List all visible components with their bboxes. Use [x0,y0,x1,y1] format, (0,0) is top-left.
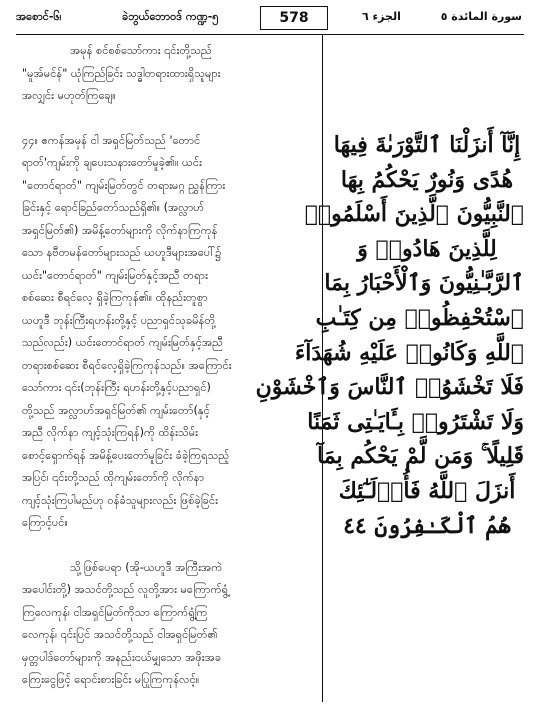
arabic-line: ٱللَّهِ وَكَانُوا۟ عَلَيْهِ شُهَدَآءَ [294,339,524,366]
arabic-line: ٱسْتُحْفِظُوا۟ مِن كِتَـٰبِ [315,304,524,331]
arabic-line: أَنزَلَ ٱللَّهُ فَأُو۟لَـٰٓئِكَ [338,477,516,504]
translation-line: "မူအ်မင်န်" ယုံကြည်ခြင်း သဒ္ဓါတရားထားရှိသူများ [22,66,221,80]
translation-paragraph-2 [22,130,314,535]
arabic-line: قَلِيلًا ۚ وَمَن لَّمْ يَحْكُم بِمَآ [317,443,524,470]
translation-line: အရှင်မြတ်၏) အမိန့်တော်များကို လိုက်နာကြကုန် [22,223,218,237]
arabic-column [255,128,524,543]
arabic-line: لِلَّذِينَ هَادُوا۟ وَ [357,235,497,262]
translation-line: တရားစစ်ဆေး စီရင်လေ့ရှိခဲ့ကြကုန်သည်။ အကြောင်း [22,358,232,372]
translation-line: သို့ဖြစ်ပေရာ (အို-ယဟူဒီ အကြီးအကဲ [70,560,223,574]
translation-line: လေကုန်၊ ၎င်းပြင် အသင်တို့သည် ငါအရှင်မြတ်၏ [22,628,218,641]
translation-line: သော်ကား ၎င်း(ဘုန်းကြီး ရဟန်းတို့နှင့်ပညာရှင်) [22,381,211,394]
translation-line: "တောင်ရာတ်" ကျမ်းမြတ်တွင် တရားမဂ္ဂ ညွှန်ကြား [22,178,226,192]
translation-line: အမုန် စင်စစ်သော်ကား ၎င်းတို့သည် [70,44,212,57]
translation-line: ၄၄။ ဧကန်အမှန် ငါ အရှင်မြတ်သည် 'တောင် [22,133,201,147]
translation-line: အပြင်၊ ၎င်းတို့သည် ထိုကျမ်းတော်ကို လိုက်နာ [22,471,205,484]
header-title-myanmar: ခဲဘွယ်ဘောဝဒ် ကဏ္ဍ-၅ [122,10,219,23]
page-header [16,6,524,32]
translation-paragraph-1 [22,40,314,108]
arabic-line: فَلَا تَخْشَوُا۟ ٱلنَّاسَ وَٱخْشَوْنِ [255,374,524,401]
arabic-line: هُدًى وَنُورٌ يَحْكُمُ بِهَا [340,166,514,193]
translation-line: သည်လည်း) ယင်းတောင်ရာတ် ကျမ်းမြတ်နှင့်အညီ [22,336,224,349]
translation-line: မှတ္တပါဒ်တော်များကို အနည်းငယ်မျှသော အဖိုးအခ [22,650,222,664]
translation-line: ရာတ်'ကျမ်းကို ချပေးသနားတော်မူခဲ့၏။ ယင်း [22,156,202,169]
translation-line: သော နဗီတမန်တော်များသည် ယဟူဒီများအပေါ်၌ [22,246,222,259]
arabic-line: هُمُ ٱلْكَـٰفِرُونَ ٤٤ [343,512,511,539]
arabic-line: وَلَا تَشْتَرُوا۟ بِـَٔايَـٰتِى ثَمَنًا [307,408,524,435]
translation-line: ယဟူဒီ ဘုန်းကြီးရဟန်းတို့နှင့် ပညာရှင်သုခမိန်တို့ [22,313,216,327]
arabic-line: ٱلنَّبِيُّونَ ٱلَّذِينَ أَسْلَمُوا۟ [304,201,524,228]
header-surah: سورة المائدة ٥ [440,10,522,23]
translation-line: ကြေးငွေဖြင့် ရောင်းစားခြင်း မပြုကြကုန်လင့်။ [22,673,200,686]
translation-line: ကြောင့်ပင်။ [22,516,68,529]
header-juz: الجزء ٦ [362,10,401,23]
translation-line: ယင်း"တောင်ရာတ်" ကျမ်းမြတ်နှင့်အညီ တရား [22,268,208,282]
page-number-box: 578 [260,6,328,30]
translation-line: ကျင့်သုံးကြပါမည်ဟု ဝန်ခံသူများလည်း ဖြစ်ခဲ့ခြင်း [22,493,218,507]
translation-line: အလျှင်း မဟုတ်ကြချေ။ [22,89,116,102]
translation-line: စောင့်ရှောက်ရန် အမိန့်ပေးတော်မူခြင်း ခံခဲ့ကြရသည့် [22,448,230,462]
arabic-line: ٱلرَّبَّـٰنِيُّونَ وَٱلْأَحْبَارُ بِمَا [324,270,524,297]
translation-line: အညီ လိုက်နာ ကျင့်သုံးကြရန်)ကို ထိန်းသိမ်း [22,426,199,439]
translation-paragraph-3 [22,557,314,692]
header-chapter-myanmar: အစောင်-၆၊ [16,10,62,23]
translation-line: ကြလေကုန်၊ ငါအရှင်မြတ်ကိုသာ ကြောက်ရွံ့ကြ [22,605,208,619]
arabic-line: إِنَّآ أَنزَلْنَا ٱلتَّوْرَىٰةَ فِيهَا [333,132,521,158]
translation-line: ခြင်းနှင့် ရောင်ခြည်တော်သည်ရှိ၏။ (အလ္လာဟ် [22,201,205,214]
translation-line: တို့သည် အလ္လာဟ်အရှင်မြတ်၏ ကျမ်းတော်(နှင့် [22,403,210,417]
translation-line: အပေါင်းတို့) အသင်တို့သည် လူတို့အား မကြောက်ရွံ့ [22,583,229,596]
header-divider [16,34,524,35]
translation-line: စစ်ဆေး စီရင်လေ့ ရှိခဲ့ကြကုန်၏။ ထိုနည်းတူစွာ [22,291,208,304]
